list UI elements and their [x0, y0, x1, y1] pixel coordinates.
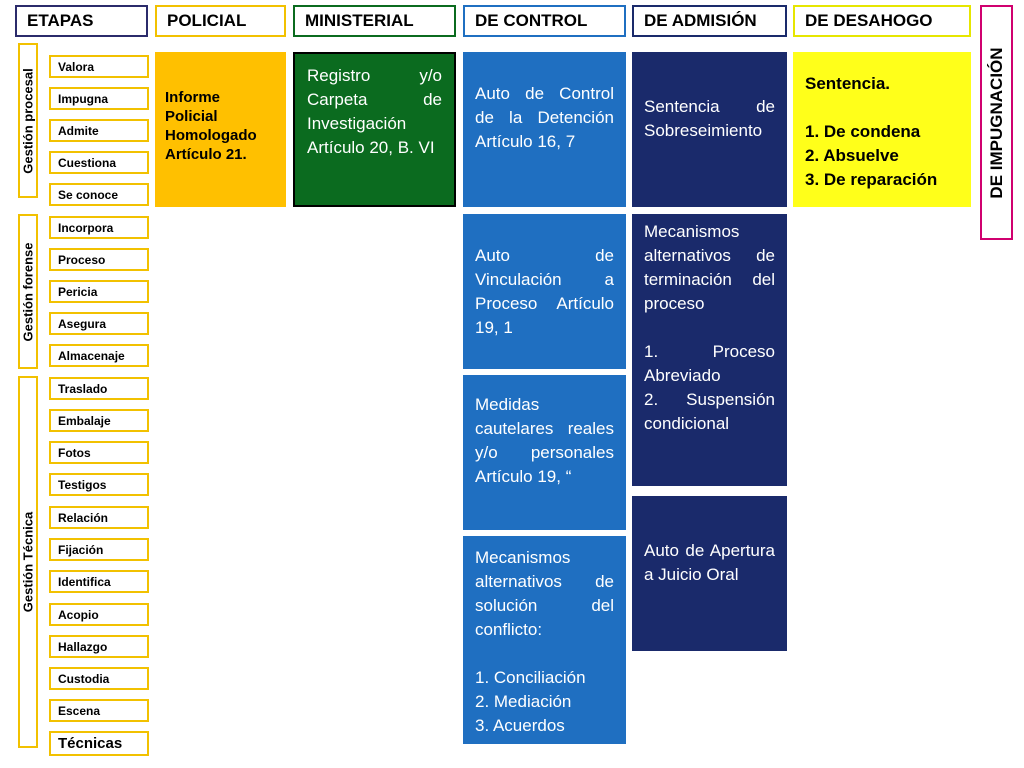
etapa-item-label: Técnicas — [58, 735, 123, 752]
side-label-procesal — [18, 43, 38, 198]
side-label-tecnica — [18, 376, 38, 748]
etapa-item — [49, 635, 149, 658]
etapa-item — [49, 409, 149, 432]
etapa-item — [49, 312, 149, 335]
etapa-item — [49, 441, 149, 464]
etapa-item-label: Proceso — [58, 252, 106, 267]
header-etapas-label: ETAPAS — [27, 11, 94, 30]
etapa-item-label: Cuestiona — [58, 155, 117, 170]
policial-line: Homologado — [165, 127, 257, 144]
etapa-item-label: Admite — [58, 123, 99, 138]
etapa-item — [49, 473, 149, 496]
ministerial-box — [293, 52, 456, 207]
etapa-item-label: Relación — [58, 510, 109, 525]
header-admision-label: DE ADMISIÓN — [644, 11, 757, 30]
desahogo-box — [793, 52, 971, 207]
control-mecanismos-item: 1. Conciliación — [475, 668, 586, 687]
etapa-item — [49, 344, 149, 367]
etapa-item — [49, 119, 149, 142]
control-mecanismos-item: 2. Mediación — [475, 692, 572, 711]
side-label-forense-text: Gestión forense — [20, 242, 36, 341]
ministerial-text: Registro y/o Carpeta de Investigación Artículo 20, B. VI — [307, 66, 442, 157]
etapa-item-label: Se conoce — [58, 187, 119, 202]
etapa-item-label: Asegura — [58, 316, 107, 331]
etapa-item-label: Valora — [58, 59, 95, 74]
header-policial — [155, 5, 286, 37]
header-ministerial — [293, 5, 456, 37]
etapa-item-label: Acopio — [58, 607, 99, 622]
etapa-item-label: Pericia — [58, 284, 98, 299]
side-label-forense — [18, 214, 38, 369]
etapa-item-label: Custodia — [58, 671, 110, 686]
etapa-item-label: Traslado — [58, 381, 108, 396]
header-control-label: DE CONTROL — [475, 11, 588, 30]
etapa-item — [49, 570, 149, 593]
etapa-item — [49, 506, 149, 529]
header-policial-label: POLICIAL — [167, 11, 247, 30]
etapa-item-label: Hallazgo — [58, 639, 108, 654]
policial-line: Artículo 21. — [165, 146, 247, 163]
side-label-procesal-text: Gestión procesal — [20, 67, 36, 174]
etapa-item — [49, 699, 149, 722]
policial-line: Policial — [165, 108, 218, 125]
control-medidas-text: Medidas cautelares reales y/o personales Artículo 19, “ — [475, 395, 614, 486]
etapa-item — [49, 667, 149, 690]
policial-box — [155, 52, 286, 207]
header-desahogo — [793, 5, 971, 37]
etapa-item-label: Identifica — [58, 574, 111, 589]
admision-mecanismos-title: Mecanismos alternativos de terminación del proceso — [644, 222, 775, 313]
impugnacion-label: DE IMPUGNACIÓN — [986, 46, 1006, 199]
admision-sobreseimiento-text: Sentencia de Sobreseimiento — [644, 97, 775, 140]
etapa-item — [49, 183, 149, 206]
etapa-item — [49, 377, 149, 400]
admision-mecanismos-item: 2. Suspensión condicional — [644, 390, 775, 433]
admision-apertura-box — [632, 496, 787, 651]
side-label-tecnica-text: Gestión Técnica — [20, 511, 36, 613]
etapa-item-label: Testigos — [58, 477, 107, 492]
etapa-item-label: Almacenaje — [58, 348, 125, 363]
etapa-item-label: Fijación — [58, 542, 104, 557]
etapa-item-label: Embalaje — [58, 413, 111, 428]
etapa-item — [49, 87, 149, 110]
etapa-item — [49, 280, 149, 303]
header-etapas — [15, 5, 148, 37]
admision-apertura-text: Auto de Apertura a Juicio Oral — [644, 541, 775, 584]
control-mecanismos-box — [463, 536, 626, 744]
control-vinculacion-box — [463, 214, 626, 369]
header-desahogo-label: DE DESAHOGO — [805, 11, 933, 30]
policial-line: Informe — [165, 89, 221, 106]
desahogo-title: Sentencia. — [805, 74, 891, 93]
header-ministerial-label: MINISTERIAL — [305, 11, 414, 30]
etapa-item — [49, 248, 149, 271]
etapa-item — [49, 538, 149, 561]
etapa-item — [49, 151, 149, 174]
etapa-item-label: Escena — [58, 703, 101, 718]
admision-mecanismos-item: 1. Proceso Abreviado — [644, 342, 775, 385]
header-admision — [632, 5, 787, 37]
etapa-item — [49, 731, 149, 756]
desahogo-item: 3. De reparación — [805, 170, 938, 189]
control-mecanismos-item: 3. Acuerdos — [475, 716, 565, 735]
etapa-item — [49, 603, 149, 626]
control-detencion-box — [463, 52, 626, 207]
admision-mecanismos-box — [632, 214, 787, 486]
desahogo-item: 1. De condena — [805, 122, 921, 141]
desahogo-item: 2. Absuelve — [805, 146, 899, 165]
etapa-item-label: Impugna — [58, 91, 108, 106]
etapa-item — [49, 216, 149, 239]
control-medidas-box — [463, 375, 626, 530]
control-mecanismos-title: Mecanismos alternativos de solución del conflicto: — [475, 548, 614, 639]
etapa-item — [49, 55, 149, 78]
admision-sobreseimiento-box — [632, 52, 787, 207]
header-control — [463, 5, 626, 37]
control-vinculacion-text: Auto de Vinculación a Proceso Artículo 19, 1 — [475, 246, 614, 337]
impugnacion-label-box — [980, 5, 1013, 240]
etapa-item-label: Fotos — [58, 445, 91, 460]
etapa-item-label: Incorpora — [58, 220, 114, 235]
control-detencion-text: Auto de Control de la Detención Artículo 16, 7 — [475, 84, 614, 151]
